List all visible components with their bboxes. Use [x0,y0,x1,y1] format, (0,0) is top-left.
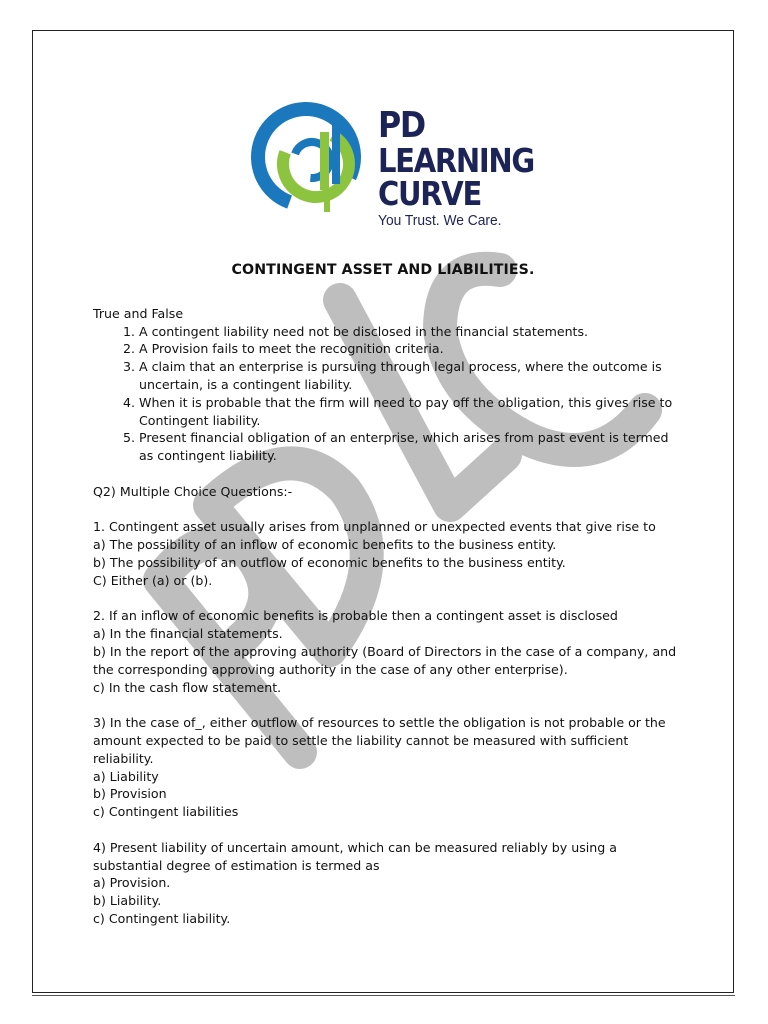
true-false-item: 3. A claim that an enterprise is pursuing through legal process, where the outcome is uncertain, is a contingent liability. [139,358,683,394]
true-false-label: True and False [93,305,184,321]
logo-line-learning: LEARNING [378,141,534,180]
true-false-item: 5. Present financial obligation of an enterprise, which arises from past event is termed as contingent liability. [139,429,683,465]
question-option: c) In the cash flow statement. [93,679,282,695]
mcq-question-4 [93,839,683,928]
document-title: CONTINGENT ASSET AND LIABILITIES. [231,262,535,278]
question-option: b) In the report of the approving authority (Board of Directors in the case of a company, and the corresponding approving authority in the case of any other enterprise). [93,643,677,677]
question-option: C) Either (a) or (b). [93,572,213,588]
question-option: a) Provision. [93,875,171,891]
mcq-question-1 [93,518,683,589]
logo-tagline: You Trust. We Care. [378,212,502,229]
mcq-question-3 [93,714,683,821]
true-false-item: 1. A contingent liability need not be disclosed in the financial statements. [139,323,683,341]
true-false-list [93,323,683,465]
question-text: 3) In the case of_, either outflow of resources to settle the obligation is not probable or the amount expected to be paid to settle the liability cannot be measured with sufficient reliability. [93,715,666,766]
logo-line-pd: PD [378,105,425,146]
question-text: 1. Contingent asset usually arises from unplanned or unexpected events that give rise to [93,519,656,535]
question-option: a) Liability [93,768,159,784]
mcq-heading: Q2) Multiple Choice Questions:- [93,483,293,499]
question-text: 4) Present liability of uncertain amount, which can be measured reliably by using a substantial degree of estimation is termed as [93,839,617,873]
question-option: a) The possibility of an inflow of economic benefits to the business entity. [93,537,557,553]
question-text: 2. If an inflow of economic benefits is probable then a contingent asset is disclosed [93,608,618,624]
question-option: c) Contingent liability. [93,910,231,926]
true-false-item: 4. When it is probable that the firm will need to pay off the obligation, this gives rise to Contingent liability. [139,394,683,430]
question-option: b) Liability. [93,893,162,909]
question-option: a) In the financial statements. [93,626,283,642]
logo-line-curve: CURVE [378,174,481,213]
true-false-item: 2. A Provision fails to meet the recognition criteria. [139,340,683,358]
question-option: b) Provision [93,786,167,802]
question-option: b) The possibility of an outflow of economic benefits to the business entity. [93,554,566,570]
mcq-question-2 [93,607,683,696]
footer-rule [32,995,735,996]
logo-wordmark [378,105,555,229]
question-option: c) Contingent liabilities [93,804,239,820]
document-body [93,262,683,928]
